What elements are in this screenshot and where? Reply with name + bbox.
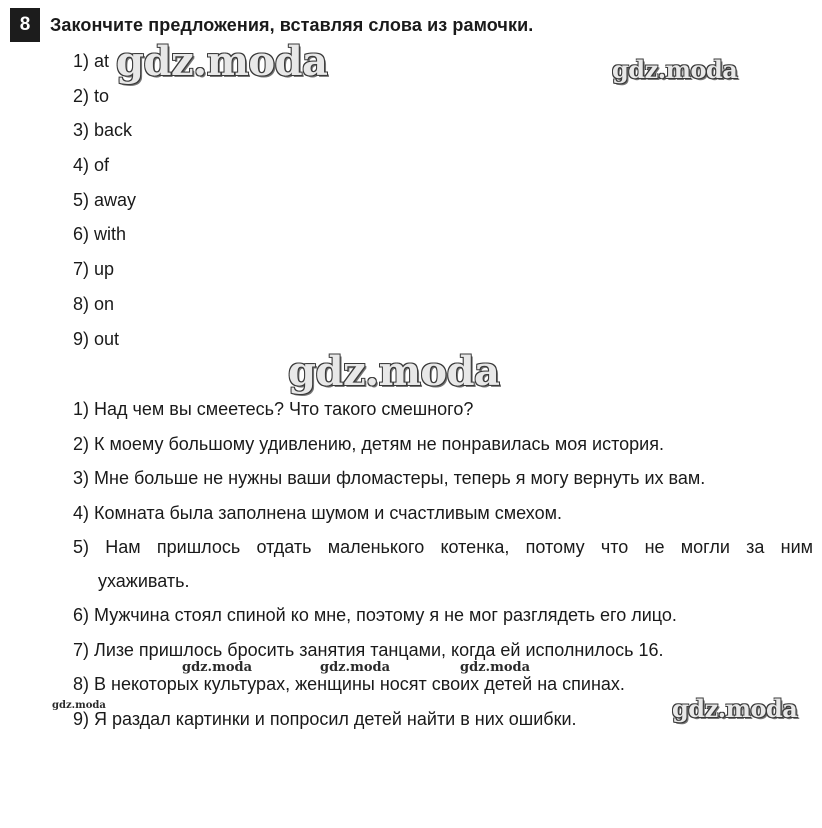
translation-item-7: 7) Лизе пришлось бросить занятия танцами, когда ей исполнилось 16. xyxy=(73,639,664,660)
translation-list xyxy=(73,392,813,736)
translation-item-1: 1) Над чем вы смеетесь? Что такого смешного? xyxy=(73,399,474,419)
translation-item-8: 8) В некоторых культурах, женщины носят своих детей на спинах. xyxy=(73,674,625,694)
answer-item-7: 7) up xyxy=(73,259,115,280)
task-header xyxy=(10,8,533,42)
answer-item-2: 2) to xyxy=(73,85,110,106)
translation-item-5-continuation: ухаживать. xyxy=(98,571,190,591)
translation-item-3: 3) Мне больше не нужны ваши фломастеры, теперь я могу вернуть их вам. xyxy=(73,468,706,488)
translation-item-9: 9) Я раздал картинки и попросил детей найти в них ошибки. xyxy=(73,708,577,729)
task-title: Закончите предложения, вставляя слова из рамочки. xyxy=(50,14,534,35)
watermark-small-2: gdz.moda xyxy=(320,660,391,675)
answer-list xyxy=(73,44,136,356)
answer-item-6: 6) with xyxy=(73,224,127,245)
watermark-small-1: gdz.moda xyxy=(182,660,253,675)
answer-item-8: 8) on xyxy=(73,293,115,314)
answer-item-9: 9) out xyxy=(73,328,120,349)
watermark-tiny: gdz.moda xyxy=(52,700,106,711)
watermark-top-left: gdz.moda xyxy=(116,38,328,85)
translation-item-5: 5) Нам пришлось отдать маленького котенка, потому что не могли за ним xyxy=(73,537,813,557)
answer-item-4: 4) of xyxy=(73,155,110,176)
answer-item-3: 3) back xyxy=(73,120,133,141)
translation-item-6: 6) Мужчина стоял спиной ко мне, поэтому я не мог разглядеть его лицо. xyxy=(73,605,677,625)
translation-item-2: 2) К моему большому удивлению, детям не понравилась моя история. xyxy=(73,433,664,454)
answer-item-5: 5) away xyxy=(73,189,137,210)
translation-item-4: 4) Комната была заполнена шумом и счастливым смехом. xyxy=(73,502,562,523)
watermark-small-3: gdz.moda xyxy=(460,660,531,675)
watermark-top-right: gdz.moda xyxy=(612,55,738,84)
watermark-bottom-right: gdz.moda xyxy=(672,694,798,723)
answer-item-1: 1) at xyxy=(73,51,110,71)
watermark-center: gdz.moda xyxy=(288,348,500,395)
task-number-badge: 8 xyxy=(10,8,40,42)
